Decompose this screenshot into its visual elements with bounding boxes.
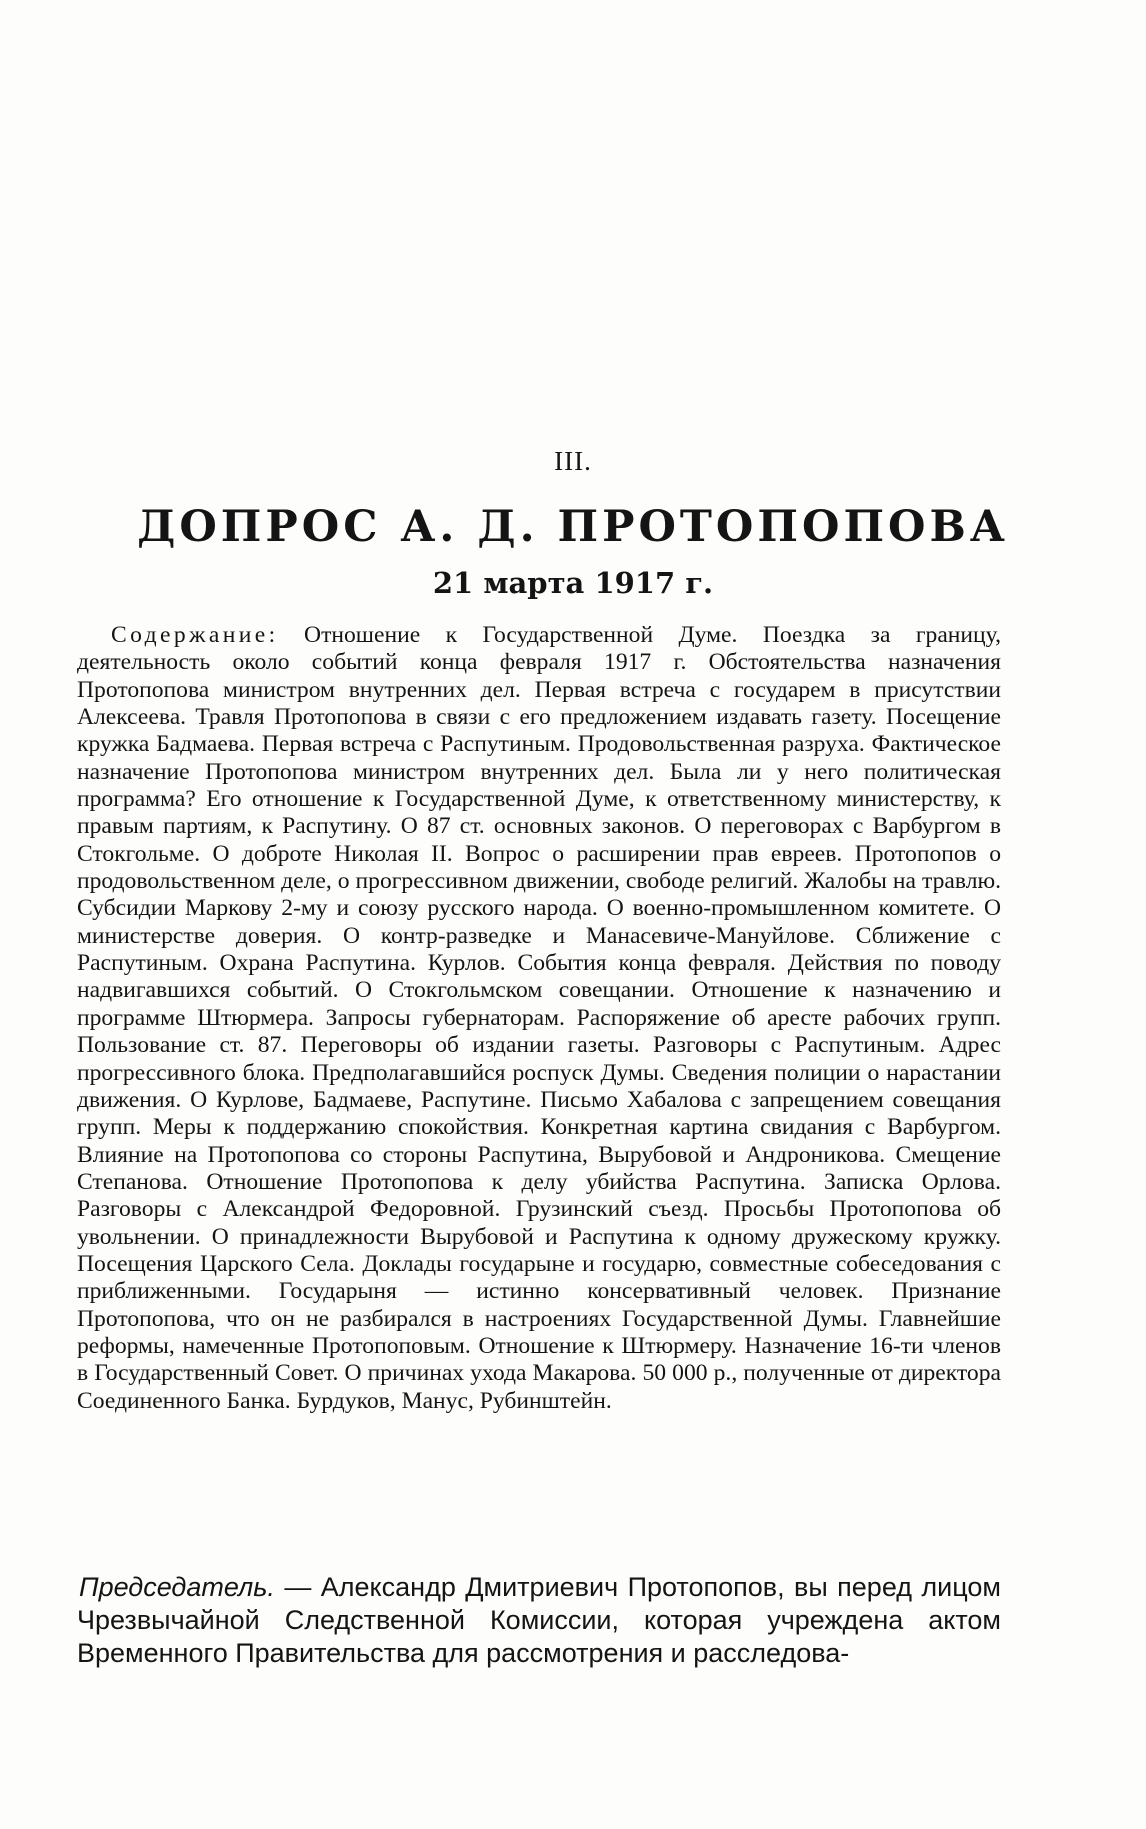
speaker-name: Председатель. [79, 1572, 275, 1602]
interrogation-date: 21 марта 1917 г. [432, 566, 714, 600]
speech-text: — Александр Дмитриевич Протопопов, вы перед лицом Чрезвычайной Следственной Комиссии, которая учреждена актом Временного Правительства для рассмотрения и расследова- [77, 1572, 1001, 1668]
contents-label: Содержание: [111, 622, 279, 648]
contents-summary [77, 622, 1001, 1415]
chapter-number: III. [554, 446, 592, 476]
chapter-title: ДОПРОС А. Д. ПРОТОПОПОВА [137, 502, 1009, 552]
contents-text: Отношение к Государственной Думе. Поездка за границу, деятельность около событий конца февраля 1917 г. Обстоятельства назначения Протопопова министром внутренних дел. Первая встреча с государем в присутствии Алексеева. Травля Протопопова в связи с его предложением издавать газету. Посещение кружка Бадмаева. Первая встреча с Распутиным. Продовольственная разруха. Фактическое назначение Протопопова министром внутренних дел. Была ли у него политическая программа? Его отношение к Государственной Думе, к ответственному министерству, к правым партиям, к Распутину. О 87 ст. основных законов. О переговорах с Варбургом в Стокгольме. О доброте Николая II. Вопрос о расширении прав евреев. Протопопов о продовольственном деле, о прогрессивном движении, свободе религий. Жалобы на травлю. Субсидии Маркову 2-му и союзу русского народа. О военно-промышленном комитете. О министерстве доверия. О контр-разведке и Манасевиче-Мануйлове. Сближение с Распутиным. Охрана Распутина. Курлов. События конца февраля. Действия по поводу надвигавшихся событий. О Стокгольмском совещании. Отношение к назначению и программе Штюрмера. Запросы губернаторам. Распоряжение об аресте рабочих групп. Пользование ст. 87. Переговоры об издании газеты. Разговоры с Распутиным. Адрес прогрессивного блока. Предполагавшийся роспуск Думы. Сведения полиции о нарастании движения. О Курлове, Бадмаеве, Распутине. Письмо Хабалова с запрещением совещания групп. Меры к поддержанию спокойствия. Конкретная картина свидания с Варбургом. Влияние на Протопопова со стороны Распутина, Вырубовой и Андроникова. Смещение Степанова. Отношение Протопопова к делу убийства Распутина. Записка Орлова. Разговоры с Александрой Федоровной. Грузинский съезд. Просьбы Протопопова об увольнении. О принадлежности Вырубовой и Распутина к одному дружескому кружку. Посещения Царского Села. Доклады государыне и государю, совместные собеседования с приближенными. Государыня — истинно консервативный человек. Признание Протопопова, что он не разбирался в настроениях Государственной Думы. Главнейшие реформы, намеченные Протопоповым. Отношение к Штюрмеру. Назначение 16-ти членов в Государственный Совет. О причинах ухода Макарова. 50 000 р., полученные от директора Соединенного Банка. Бурдуков, Манус, Рубинштейн. [77, 622, 1001, 1414]
speech-paragraph [77, 1571, 1001, 1670]
